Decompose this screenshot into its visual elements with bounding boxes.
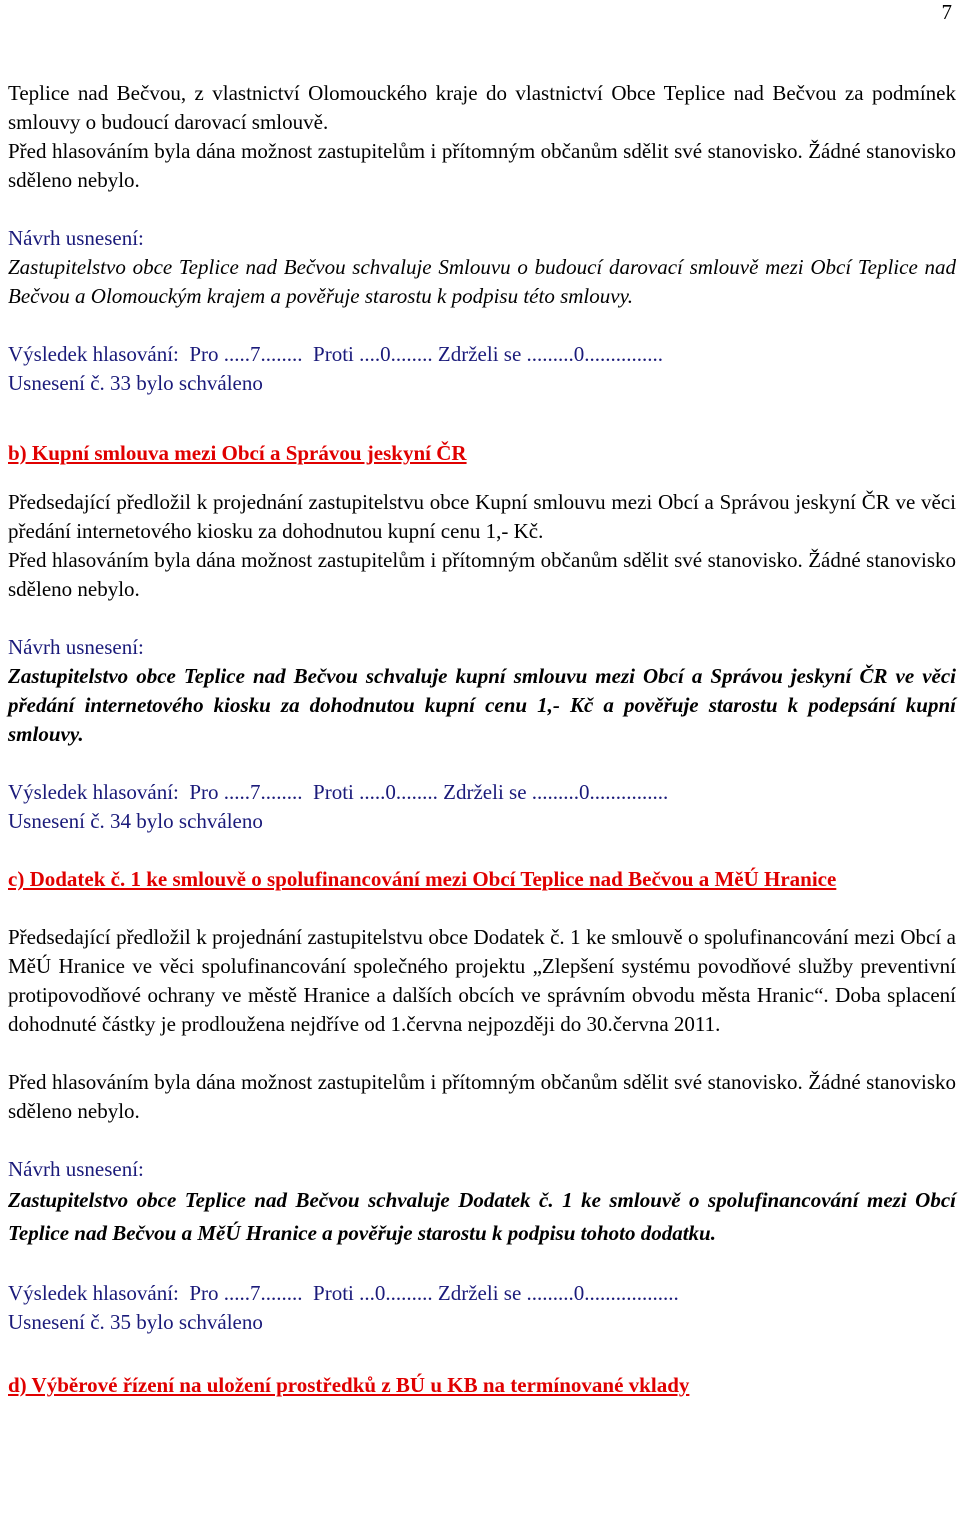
intro-statement: Před hlasováním byla dána možnost zastupitelům i přítomným občanům sdělit své stanovisko. Žádné stanovisko sděleno nebylo. <box>8 139 956 192</box>
vote-result-35-text: Výsledek hlasování: Pro .....7........ Proti ...0......... Zdrželi se .........0.................. <box>8 1281 679 1305</box>
section-b-proposal-label: Návrh usnesení: <box>8 635 144 659</box>
page-number: 7 <box>941 0 952 24</box>
resolution-34-status: Usnesení č. 34 bylo schváleno <box>8 809 263 833</box>
resolution-35-status: Usnesení č. 35 bylo schváleno <box>8 1310 263 1334</box>
section-b-text: Předsedající předložil k projednání zastupitelstvu obce Kupní smlouvu mezi Obcí a Správou jeskyní ČR ve věci předání internetového kiosku za dohodnutou kupní cenu 1,- Kč. <box>8 490 956 543</box>
resolution-33-text: Zastupitelstvo obce Teplice nad Bečvou schvaluje Smlouvu o budoucí darovací smlouvě mezi Obcí Teplice nad Bečvou a Olomouckým krajem a pověřuje starostu k podpisu této smlouvy. <box>8 255 956 308</box>
vote-result-35 <box>8 1279 956 1308</box>
section-b-proposal: Zastupitelstvo obce Teplice nad Bečvou schvaluje kupní smlouvu mezi Obcí a Správou jeskyní ČR ve věci předání internetového kiosku za dohodnutou kupní cenu 1,- Kč a pověřuje starostu k podepsání kupní smlouvy. <box>8 664 956 746</box>
section-c-heading: c) Dodatek č. 1 ke smlouvě o spolufinancování mezi Obcí Teplice nad Bečvou a MěÚ Hranice <box>8 867 837 891</box>
resolution-33-status: Usnesení č. 33 bylo schváleno <box>8 371 263 395</box>
proposal-label: Návrh usnesení: <box>8 226 144 250</box>
vote-result-34-text: Výsledek hlasování: Pro .....7........ Proti .....0........ Zdrželi se .........0............... <box>8 780 669 804</box>
section-b-heading: b) Kupní smlouva mezi Obcí a Správou jeskyní ČR <box>8 441 467 465</box>
vote-result-33 <box>8 340 956 369</box>
section-b-statement: Před hlasováním byla dána možnost zastupitelům i přítomným občanům sdělit své stanovisko. Žádné stanovisko sděleno nebylo. <box>8 548 956 601</box>
section-c-proposal: Zastupitelstvo obce Teplice nad Bečvou schvaluje Dodatek č. 1 ke smlouvě o spolufinancování mezi Obcí Teplice nad Bečvou a MěÚ Hranice a pověřuje starostu k podpisu tohoto dodatku. <box>8 1188 956 1245</box>
section-c-statement: Před hlasováním byla dána možnost zastupitelům i přítomným občanům sdělit své stanovisko. Žádné stanovisko sděleno nebylo. <box>8 1070 956 1123</box>
section-c-text: Předsedající předložil k projednání zastupitelstvu obce Dodatek č. 1 ke smlouvě o spolufinancování mezi Obcí a MěÚ Hranice ve věci spolufinancování společného projektu „Zlepšení systému povodňové služby preventivní protipovodňové ochrany ve městě Hranice a dalších obcích ve správním obvodu města Hranic“. Doba splacení dohodnuté částky je prodloužena nejdříve od 1.června nejpozději do 30.června 2011. <box>8 925 956 1036</box>
section-c-proposal-label: Návrh usnesení: <box>8 1157 144 1181</box>
vote-result-34 <box>8 778 956 807</box>
section-d-heading: d) Výběrové řízení na uložení prostředků z BÚ u KB na termínované vklady <box>8 1373 690 1397</box>
intro-paragraph: Teplice nad Bečvou, z vlastnictví Olomouckého kraje do vlastnictví Obce Teplice nad Bečvou za podmínek smlouvy o budoucí darovací smlouvě. <box>8 81 956 134</box>
vote-result-33-text: Výsledek hlasování: Pro .....7........ Proti ....0........ Zdrželi se .........0............... <box>8 342 664 366</box>
page-content <box>8 79 956 1400</box>
